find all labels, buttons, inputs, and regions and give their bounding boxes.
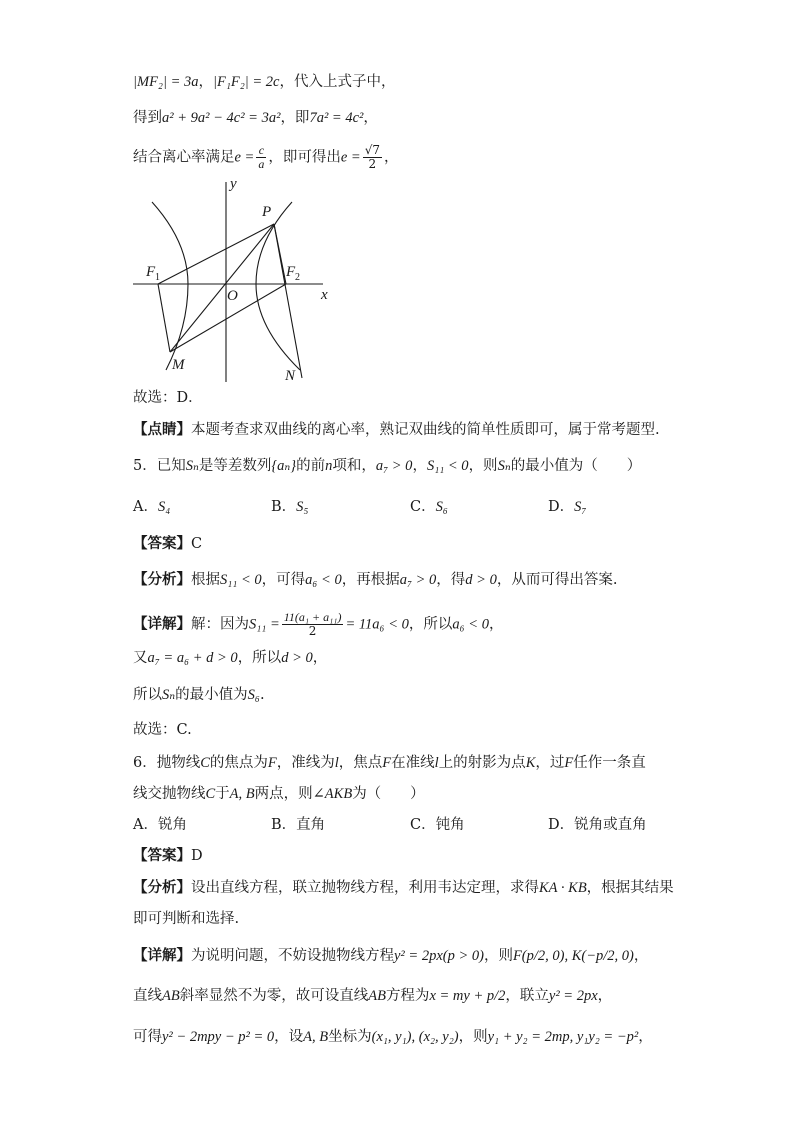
segment-m-f1 [158,284,170,352]
fraction-sqrt7-over-2: $\frac{√7}{2}$ [364,143,380,171]
q6-detail-1: 【详解】为说明问题，不妨设抛物线方程y² = 2px(p > 0)，则F(p/2, 0), K(−p/2, 0)， [133,947,649,964]
math-eq1: a² + 9a² − 4c² = 3a² [162,110,281,126]
label-y: y [230,176,237,192]
q5-detail-3: 所以Sₙ的最小值为S₆. [133,687,265,703]
q6-detail-2: 直线AB斜率显然不为零，故可设直线AB方程为x = my + p/2，联立y² = 2px， [133,988,613,1004]
q6-option-c[interactable]: C．钝角 [410,817,465,833]
solution-line-2: 得到a² + 9a² − 4c² = 3a²，即7a² = 4c²， [133,110,378,126]
q6-stem-1: 6．抛物线C的焦点为F，准线为l，焦点F在准线l上的射影为点K，过F任作一条直 [133,755,646,771]
q5-option-d[interactable]: D．S₇ [548,499,587,515]
q5-detail-2: 又a₇ = a₆ + d > 0，所以d > 0， [133,650,328,666]
label-f2: F [286,264,296,280]
fraction-s11: $\frac{\text{11(a₁ + a₁₁)}}{2}$ [283,610,342,638]
fraction-c-over-a: $\frac{c}{a}$ [258,143,265,171]
q5-detail-1: 【详解】解：因为S₁₁ = $\frac{\text{11(a₁ + a₁₁)}}{2}$ = 11a₆ < 0，所以a₆ < 0， [133,610,504,638]
q6-option-d[interactable]: D．锐角或直角 [548,817,647,833]
label-p: P [262,204,272,220]
q6-option-a[interactable]: A．锐角 [133,817,187,833]
label-o: O [227,288,238,304]
q6-option-b[interactable]: B．直角 [271,817,326,833]
hyperbola-right-branch [256,202,300,370]
segment-p-m [170,224,274,352]
q6-analysis-2: 即可判断和选择. [133,911,240,927]
label-f1: F [146,264,156,280]
q5-option-c[interactable]: C．S₆ [410,499,448,515]
q6-analysis-1: 【分析】设出直线方程，联立抛物线方程，利用韦达定理，求得KA · KB，根据其结果 [133,879,674,896]
q5-option-b[interactable]: B．S₅ [271,499,309,515]
segment-p-n [274,224,302,378]
math-f1f2: |F₁F₂| = 2c [212,74,280,90]
q6-answer: 【答案】D [133,847,203,864]
q5-answer: 【答案】C [133,535,203,552]
label-x: x [321,287,328,303]
q6-detail-3: 可得y² − 2mpy − p² = 0，设A, B坐标为(x₁, y₁), (x₂, y₂)，则y₁ + y₂ = 2mp, y₁y₂ = −p²， [133,1029,653,1045]
label-m: M [172,357,185,373]
math-eq2: 7a² = 4c² [309,110,364,126]
label-f1-sub: 1 [155,272,160,283]
solution-line-3: 结合离心率满足e = $\frac{c}{a}$ ，即可得出e = $\frac{√7}{2}$ ， [133,143,399,171]
q5-analysis: 【分析】根据S₁₁ < 0，可得a₆ < 0，再根据a₇ > 0，得d > 0，从而可得出答案. [133,571,618,588]
label-n: N [285,368,296,384]
hyperbola-figure [128,172,338,387]
q5-option-a[interactable]: A．S₄ [133,499,171,515]
q6-stem-2: 线交抛物线C于A, B两点，则∠AKB为（ ） [133,786,425,802]
label-f2-sub: 2 [295,272,300,283]
solution-line-1: |MF₂| = 3a，|F₁F₂| = 2c，代入上式子中， [133,74,396,90]
q5-stem: 5．已知Sₙ是等差数列{aₙ}的前n项和，a₇ > 0，S₁₁ < 0，则Sₙ的最小值为（ ） [133,458,642,474]
math-mf2: |MF₂| = 3a [133,74,199,90]
q5-choose: 故选：C. [133,722,192,738]
dianjing: 【点睛】本题考查求双曲线的离心率，熟记双曲线的简单性质即可，属于常考题型. [133,421,660,438]
choose-d: 故选：D． [133,390,203,406]
